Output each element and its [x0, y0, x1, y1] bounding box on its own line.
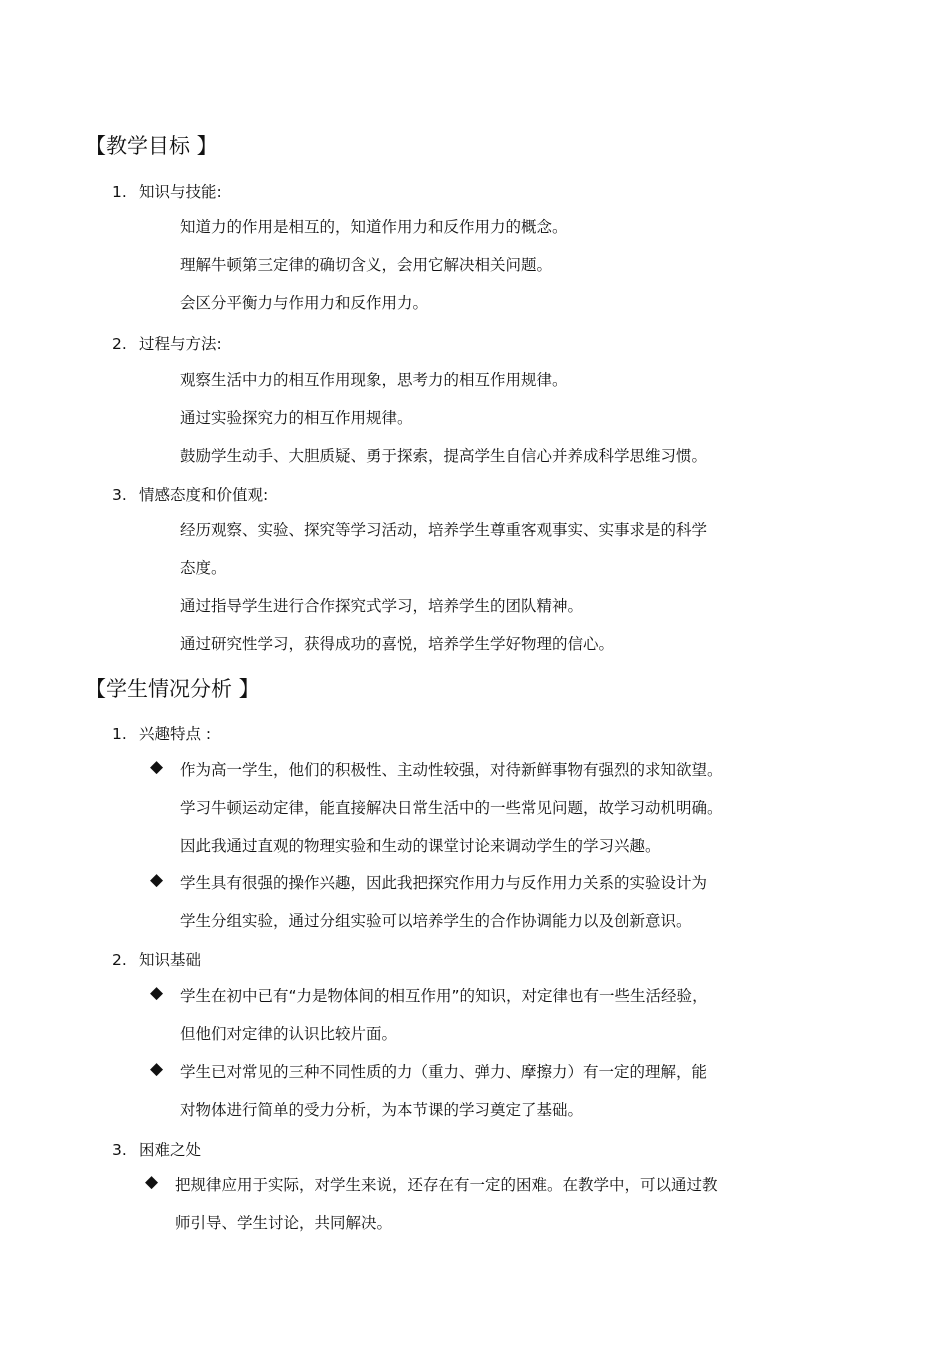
section-heading-analysis: 【学生情况分析 】 [85, 677, 260, 701]
item-title: 兴趣特点 : [139, 725, 212, 743]
text-line: 学生在初中已有“力是物体间的相互作用”的知识，对定律也有一些生活经验， [180, 987, 708, 1005]
text-line: 知道力的作用是相互的，知道作用力和反作用力的概念。 [180, 218, 568, 236]
item-number: 1. [112, 725, 127, 743]
item-number: 3. [112, 1141, 127, 1159]
diamond-bullet-icon: ◆ [150, 1059, 164, 1079]
text-line: 通过实验探究力的相互作用规律。 [180, 409, 413, 427]
text-line: 作为高一学生，他们的积极性、主动性较强，对待新鲜事物有强烈的求知欲望。 [180, 761, 723, 779]
analysis-item-2 [112, 948, 201, 970]
text-line: 学生具有很强的操作兴趣，因此我把探究作用力与反作用力关系的实验设计为 [180, 874, 708, 892]
text-line: 对物体进行简单的受力分析，为本节课的学习奠定了基础。 [180, 1101, 584, 1119]
objective-item-1 [112, 180, 222, 202]
text-line: 理解牛顿第三定律的确切含义，会用它解决相关问题。 [180, 256, 553, 274]
text-line: 学生已对常见的三种不同性质的力（重力、弹力、摩擦力）有一定的理解，能 [180, 1063, 708, 1081]
text-line: 通过指导学生进行合作探究式学习，培养学生的团队精神。 [180, 597, 584, 615]
text-line: 学习牛顿运动定律，能直接解决日常生活中的一些常见问题，故学习动机明确。 [180, 799, 723, 817]
diamond-bullet-icon: ◆ [150, 757, 164, 777]
item-title: 知识基础 [139, 951, 202, 969]
text-line: 态度。 [180, 559, 227, 577]
text-line: 经历观察、实验、探究等学习活动，培养学生尊重客观事实、实事求是的科学 [180, 521, 708, 539]
diamond-bullet-icon: ◆ [150, 983, 164, 1003]
item-title: 知识与技能: [139, 183, 222, 201]
text-line: 但他们对定律的认识比较片面。 [180, 1025, 398, 1043]
item-title: 情感态度和价值观: [139, 486, 269, 504]
item-title: 困难之处 [139, 1141, 202, 1159]
item-number: 2. [112, 951, 127, 969]
item-number: 1. [112, 183, 127, 201]
item-title: 过程与方法: [139, 335, 222, 353]
objective-item-2 [112, 332, 222, 354]
analysis-item-1 [112, 722, 211, 744]
text-line: 学生分组实验，通过分组实验可以培养学生的合作协调能力以及创新意识。 [180, 912, 692, 930]
objective-item-3 [112, 483, 268, 505]
text-line: 会区分平衡力与作用力和反作用力。 [180, 294, 429, 312]
analysis-item-3 [112, 1138, 201, 1160]
item-number: 2. [112, 335, 127, 353]
text-line: 因此我通过直观的物理实验和生动的课堂讨论来调动学生的学习兴趣。 [180, 837, 661, 855]
text-line: 通过研究性学习，获得成功的喜悦，培养学生学好物理的信心。 [180, 635, 615, 653]
section-heading-objectives: 【教学目标 】 [85, 134, 218, 158]
text-line: 观察生活中力的相互作用现象，思考力的相互作用规律。 [180, 371, 568, 389]
diamond-bullet-icon: ◆ [145, 1172, 159, 1192]
text-line: 把规律应用于实际，对学生来说，还存在有一定的困难。在教学中，可以通过教 [175, 1176, 718, 1194]
diamond-bullet-icon: ◆ [150, 870, 164, 890]
text-line: 师引导、学生讨论，共同解决。 [175, 1214, 393, 1232]
text-line: 鼓励学生动手、大胆质疑、勇于探索，提高学生自信心并养成科学思维习惯。 [180, 447, 708, 465]
item-number: 3. [112, 486, 127, 504]
